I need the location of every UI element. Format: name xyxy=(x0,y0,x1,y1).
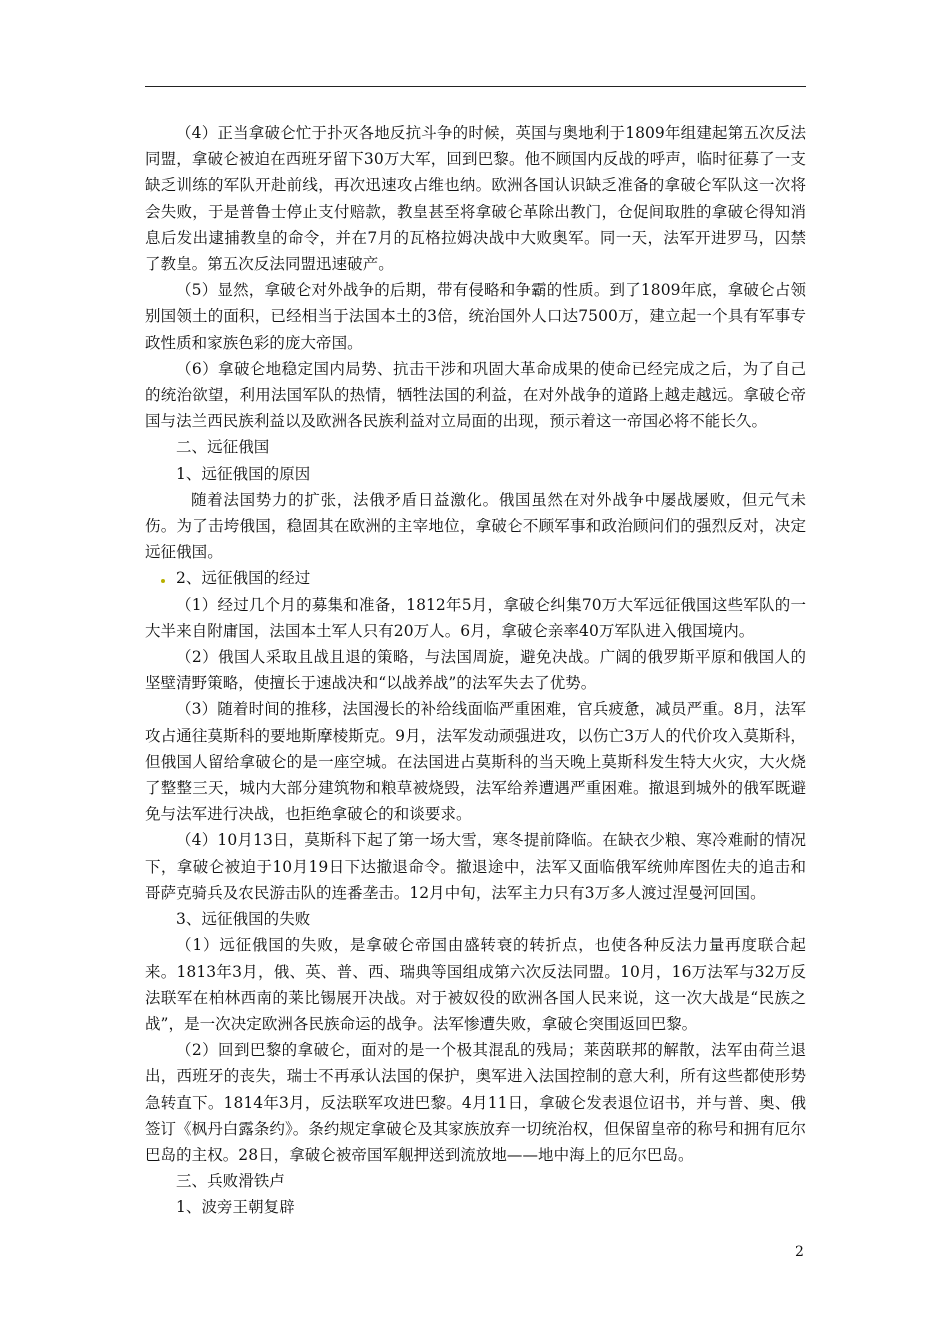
document-body xyxy=(145,120,806,1221)
paragraph-course-3: （3）随着时间的推移，法国漫长的补给线面临严重困难，官兵疲惫，减员严重。8月，法军攻占通往莫斯科的要地斯摩棱斯克。9月，法军发动顽强进攻，以伤亡3万人的代价攻入莫斯科，但俄国人留给拿破仑的是一座空城。在法国进占莫斯科的当天晚上莫斯科发生特大火灾，大火烧了整整三天，城内大部分建筑物和粮草被烧毁，法军给养遭遇严重困难。撤退到城外的俄军既避免与法军进行决战，也拒绝拿破仑的和谈要求。 xyxy=(145,700,806,824)
paragraph-causes: 随着法国势力的扩张，法俄矛盾日益激化。俄国虽然在对外战争中屡战屡败，但元气未伤。为了击垮俄国，稳固其在欧洲的主宰地位，拿破仑不顾军事和政治顾问们的强烈反对，决定远征俄国。 xyxy=(145,490,806,562)
section-heading-3: 三、兵败滑铁卢 xyxy=(176,1172,285,1191)
paragraph-course-2: （2）俄国人采取且战且退的策略，与法国周旋，避免决战。广阔的俄罗斯平原和俄国人的坚壁清野策略，使擅长于速战决和“以战养战”的法军失去了优势。 xyxy=(145,648,806,693)
subheading-course xyxy=(145,565,806,591)
section-heading-2: 二、远征俄国 xyxy=(176,438,270,457)
subheading-restoration: 1、波旁王朝复辟 xyxy=(176,1198,295,1217)
subheading-course-text: 2、远征俄国的经过 xyxy=(176,569,311,588)
subheading-failure: 3、远征俄国的失败 xyxy=(176,910,311,929)
paragraph-point-5: （5）显然，拿破仑对外战争的后期，带有侵略和争霸的性质。到了1809年底，拿破仑占领别国领土的面积，已经相当于法国本土的3倍，统治国外人口达7500万，建立起一个具有军事专政性质和家族色彩的庞大帝国。 xyxy=(145,281,806,352)
paragraph-failure-1: （1）远征俄国的失败，是拿破仑帝国由盛转衰的转折点，也使各种反法力量再度联合起来。1813年3月，俄、英、普、西、瑞典等国组成第六次反法同盟。10月，16万法军与32万反法联军在柏林西南的莱比锡展开决战。对于被奴役的欧洲各国人民来说，这一次大战是“民族之战”，是一次决定欧洲各民族命运的战争。法军惨遭失败，拿破仑突围返回巴黎。 xyxy=(145,936,806,1033)
subheading-causes: 1、远征俄国的原因 xyxy=(176,464,311,483)
paragraph-course-1: （1）经过几个月的募集和准备，1812年5月，拿破仑纠集70万大军远征俄国这些军队的一大半来自附庸国，法国本土军人只有20万人。6月，拿破仑亲率40万军队进入俄国境内。 xyxy=(145,595,806,640)
page-number: 2 xyxy=(795,1244,804,1260)
marker-dot xyxy=(161,579,165,583)
header-rule xyxy=(145,86,806,87)
paragraph-course-4: （4）10月13日，莫斯科下起了第一场大雪，寒冬提前降临。在缺衣少粮、寒冷难耐的情况下，拿破仑被迫于10月19日下达撤退命令。撤退途中，法军又面临俄军统帅库图佐夫的追击和哥萨克骑兵及农民游击队的连番垄击。12月中旬，法军主力只有3万多人渡过涅曼河回国。 xyxy=(145,831,806,902)
paragraph-point-6: （6）拿破仑地稳定国内局势、抗击干涉和巩固大革命成果的使命已经完成之后，为了自己的统治欲望，利用法国军队的热情，牺牲法国的利益，在对外战争的道路上越走越远。拿破仑帝国与法兰西民族利益以及欧洲各民族利益对立局面的出现，预示着这一帝国必将不能长久。 xyxy=(145,359,806,431)
paragraph-point-4: （4）正当拿破仑忙于扑灭各地反抗斗争的时候，英国与奥地利于1809年组建起第五次反法同盟，拿破仑被迫在西班牙留下30万大军，回到巴黎。他不顾国内反战的呼声，临时征募了一支缺乏训练的军队开赴前线，再次迅速攻占维也纳。欧洲各国认识缺乏准备的拿破仑军队这一次将会失败，于是普鲁士停止支付赔款，教皇甚至将拿破仑革除出教门，仓促间取胜的拿破仑得知消息后发出逮捕教皇的命令，并在7月的瓦格拉姆决战中大败奥军。同一天，法军开进罗马，囚禁了教皇。第五次反法同盟迅速破产。 xyxy=(145,124,806,274)
paragraph-failure-2: （2）回到巴黎的拿破仑，面对的是一个极其混乱的残局；莱茵联邦的解散，法军由荷兰退出，西班牙的丧失，瑞士不再承认法国的保护，奥军进入法国控制的意大利，所有这些都使形势急转直下。1814年3月，反法联军攻进巴黎。4月11日，拿破仑发表退位诏书，并与普、奥、俄签订《枫丹白露条约》。条约规定拿破仑及其家族放弃一切统治权，但保留皇帝的称号和拥有厄尔巴岛的主权。28日，拿破仑被帝国军舰押送到流放地——地中海上的厄尔巴岛。 xyxy=(145,1041,806,1164)
